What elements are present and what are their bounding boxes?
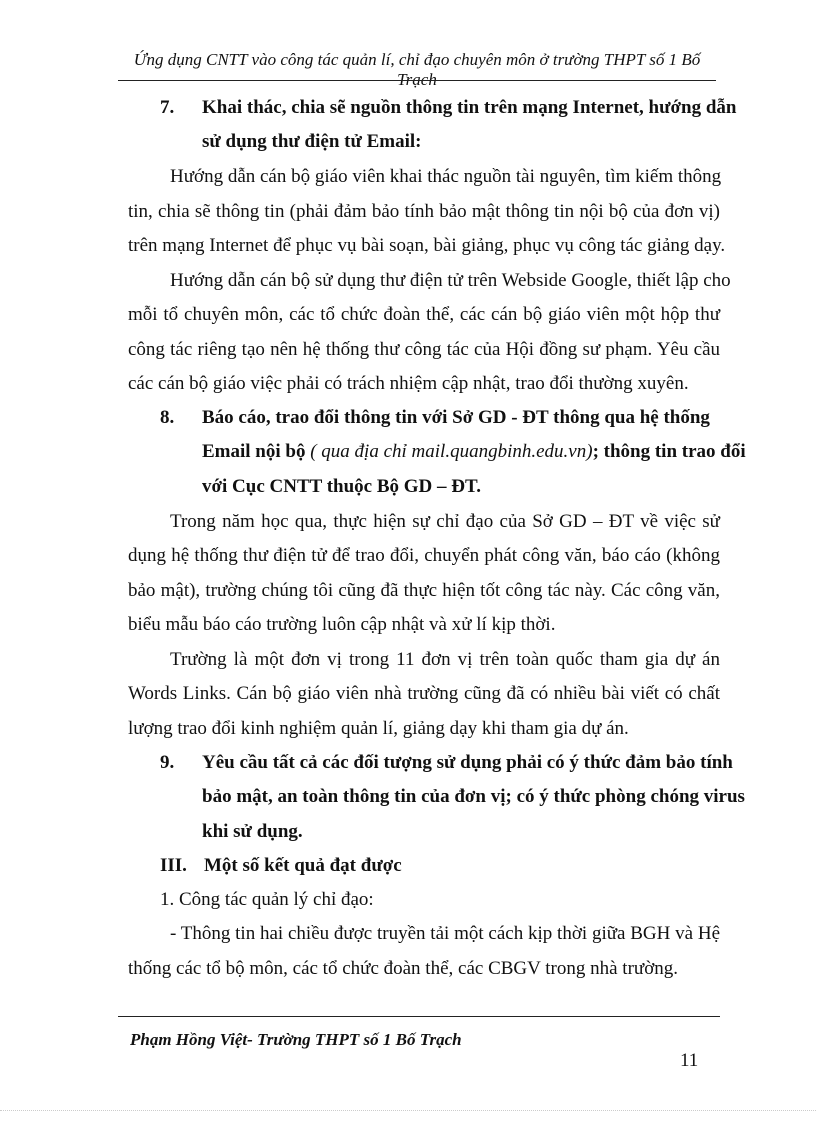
section-7-heading-text-1: Khai thác, chia sẽ nguồn thông tin trên mạng Internet, hướng dẫn (202, 97, 737, 118)
paragraph-line: tin, chia sẽ thông tin (phải đảm bảo tính bảo mật thông tin nội bộ của đơn vị) (128, 201, 720, 222)
paragraph-line: công tác riêng tạo nên hệ thống thư công tác của Hội đồng sư phạm. Yêu cầu (128, 339, 720, 360)
section-8-number: 8. (160, 407, 175, 428)
paragraph-line: lượng trao đổi kinh nghiệm quản lí, giảng dạy khi tham gia dự án. (128, 718, 629, 739)
section-8-heading-bold-2: ; thông tin trao đổi (592, 441, 746, 462)
section-8-heading-bold: Email nội bộ (202, 441, 311, 462)
section-9-heading-line-1 (160, 750, 733, 776)
header-rule (118, 80, 716, 81)
section-7-heading-line-1 (160, 95, 737, 121)
paragraph-line: Hướng dẫn cán bộ giáo viên khai thác nguồn tài nguyên, tìm kiếm thông (170, 166, 722, 187)
page-number: 11 (680, 1050, 699, 1071)
paragraph-line: trên mạng Internet để phục vụ bài soạn, bài giảng, phục vụ công tác giảng dạy. (128, 235, 726, 256)
section-8-heading-line-1 (160, 405, 720, 431)
running-header: Ứng dụng CNTT vào công tác quản lí, chỉ đạo chuyên môn ở trường THPT số 1 Bố Trạch (133, 50, 701, 89)
section-8-heading-line-2 (202, 439, 746, 465)
section-7-number: 7. (160, 97, 175, 118)
paragraph-line: dụng hệ thống thư điện tử để trao đổi, chuyển phát công văn, báo cáo (không (128, 545, 720, 566)
paragraph-line: các cán bộ giáo việc phải có trách nhiệm cập nhật, trao đổi thường xuyên. (128, 373, 689, 394)
section-9-number: 9. (160, 752, 175, 773)
paragraph-line: biểu mẫu báo cáo trường luôn cập nhật và xử lí kịp thời. (128, 614, 556, 635)
section-III-heading-text: Một số kết quả đạt được (204, 855, 402, 876)
paragraph-line: mỗi tổ chuyên môn, các tổ chức đoàn thể, các cán bộ giáo viên một hộp thư (128, 304, 720, 325)
paragraph-line: - Thông tin hai chiều được truyền tải một cách kịp thời giữa BGH và Hệ (170, 923, 720, 944)
footer-rule (118, 1016, 720, 1017)
section-9-heading-line-2: bảo mật, an toàn thông tin của đơn vị; có ý thức phòng chóng virus (202, 786, 745, 807)
section-8-heading-text-1: Báo cáo, trao đổi thông tin với Sở GD - ĐT thông qua hệ thống (202, 407, 710, 428)
paragraph-line: thống các tổ bộ môn, các tổ chức đoàn thể, các CBGV trong nhà trường. (128, 958, 679, 979)
page-bottom-border (0, 1110, 816, 1111)
section-8-heading-line-3: với Cục CNTT thuộc Bộ GD – ĐT. (202, 476, 482, 497)
subsection-1-heading: 1. Công tác quản lý chỉ đạo: (160, 889, 374, 910)
paragraph-line: bảo mật), trường chúng tôi cũng đã thực hiện tốt công tác này. Các công văn, (128, 580, 720, 601)
section-III-number: III. (160, 855, 187, 876)
paragraph-line: Trong năm học qua, thực hiện sự chỉ đạo của Sở GD – ĐT về việc sử (170, 511, 720, 532)
paragraph-line: Words Links. Cán bộ giáo viên nhà trường cũng đã có nhiều bài viết có chất (128, 683, 720, 704)
section-III-heading (160, 853, 720, 879)
footer-author: Phạm Hồng Việt- Trường THPT số 1 Bố Trạch (130, 1030, 462, 1049)
section-7-heading-line-2: sử dụng thư điện tử Email: (202, 131, 422, 152)
paragraph-line: Hướng dẫn cán bộ sử dụng thư điện tử trên Webside Google, thiết lập cho (170, 270, 731, 291)
section-9-heading-text-1: Yêu cầu tất cả các đối tượng sử dụng phải có ý thức đảm bảo tính (202, 752, 733, 773)
email-address-note: ( qua địa chỉ mail.quangbinh.edu.vn) (310, 441, 593, 462)
paragraph-line: Trường là một đơn vị trong 11 đơn vị trên toàn quốc tham gia dự án (170, 649, 720, 670)
section-9-heading-line-3: khi sử dụng. (202, 821, 303, 842)
